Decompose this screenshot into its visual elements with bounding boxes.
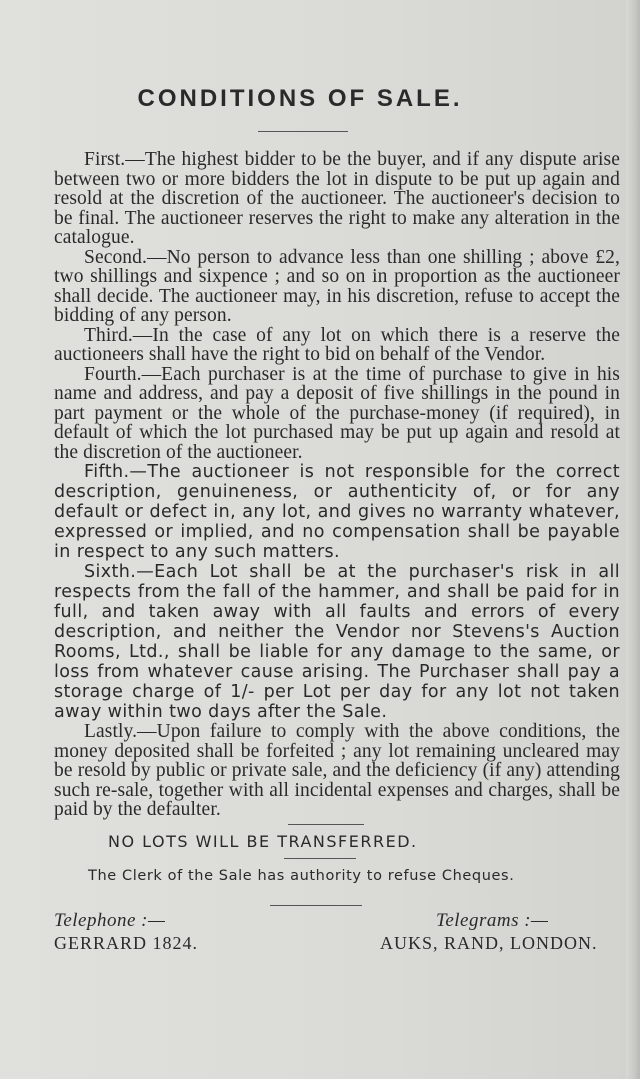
condition-sixth: Sixth.—Each Lot shall be at the purchaser's risk in all respects from the fall of the hammer, and shall be paid for in full, and taken away with all faults and errors of every description, and neither the Vendor nor Stevens's Auction Rooms, Ltd., shall be liable for any damage to the same, or loss from whatever cause arising. The Purchaser shall pay a storage charge of 1/- per Lot per day for any lot not taken away within two days after the Sale. [54,562,620,722]
divider-rule [288,824,364,825]
condition-lastly: Lastly.—Upon failure to comply with the above conditions, the money deposited shall be forfeited ; any lot remaining uncleared may be resold by public or private sale, and the deficiency (if any) attending such re-sale, together with all incidental expenses and charges, shall be paid by the defaulter. [54,721,620,820]
telegrams-block [380,910,630,954]
telephone-number: GERRARD 1824. [54,933,199,953]
condition-second: Second.—No person to advance less than one shilling ; above £2, two shillings and sixpence ; and so on in proportion as the auctioneer shall decide. The auctioneer may, in his discretion, refuse to accept the bidding of any person. [54,246,620,326]
telephone-block [54,910,304,954]
clerk-cheques-notice: The Clerk of the Sale has authority to refuse Cheques. [88,868,515,884]
divider-rule [258,131,348,132]
telephone-label: Telephone :— [54,910,166,931]
condition-fifth: Fifth.—The auctioneer is not responsible for the correct description, genuineness, or authenticity of, or for any default or defect in, any lot, and gives no warranty whatever, expressed or implied, and no compensation shall be payable in respect to any such matters. [54,462,620,562]
telegrams-label: Telegrams :— [436,910,549,931]
page-title: CONDITIONS OF SALE. [137,85,463,112]
telegrams-address: AUKS, RAND, LONDON. [380,933,598,953]
condition-first: First.—The highest bidder to be the buyer, and if any dispute arise between two or more bidders the lot in dispute to be put up again and resold at the discretion of the auctioneer. The auctioneer's decision to be final. The auctioneer reserves the right to make any alteration in the catalogue. [54,149,620,248]
divider-rule [270,905,362,906]
condition-fourth: Fourth.—Each purchaser is at the time of purchase to give in his name and address, and pay a deposit of five shillings in the pound in part payment or the whole of the purchase-money (if required), in default of which the lot purchased may be put up again and resold at the discretion of the auctioneer. [54,363,620,463]
no-transfer-notice: NO LOTS WILL BE TRANSFERRED. [108,832,418,851]
condition-third: Third.—In the case of any lot on which there is a reserve the auctioneers shall have the right to bid on behalf of the Vendor. [54,324,620,365]
conditions-list [54,150,620,820]
divider-rule [284,858,356,859]
